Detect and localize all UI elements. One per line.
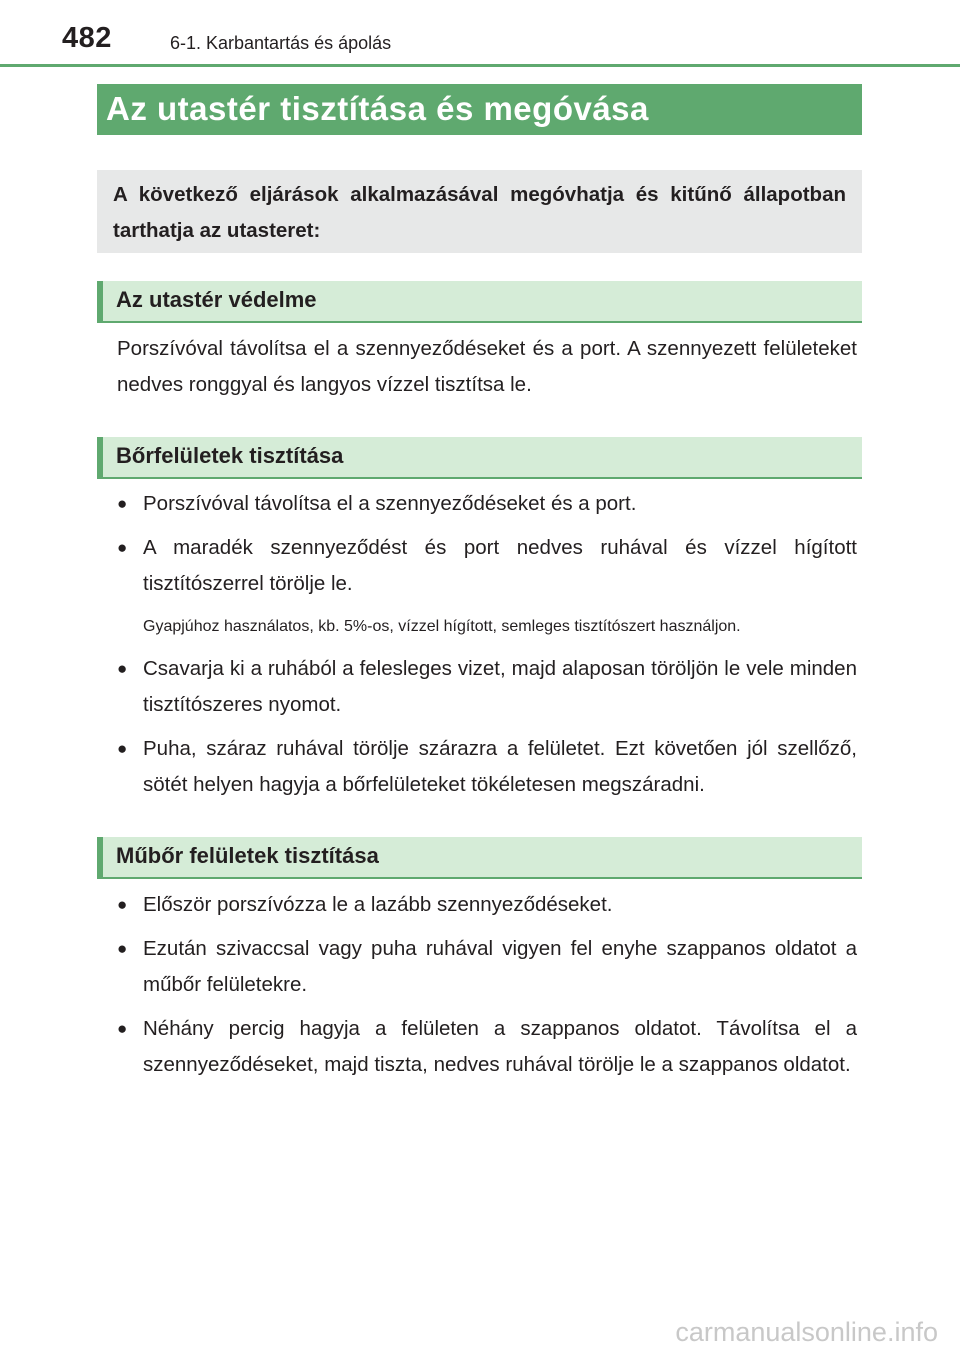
intro-box: A következő eljárások alkalmazásával megóvhatja és kitűnő állapotban tarthatja az utasteret: <box>97 170 862 253</box>
list-item-text: Néhány percig hagyja a felületen a szappanos oldatot. Távolítsa el a szennyeződéseket, majd tiszta, nedves ruhával törölje le a szappanos oldatot. <box>143 1017 857 1076</box>
list-item-text: Porszívóval távolítsa el a szennyeződéseket és a port. <box>143 492 637 515</box>
chapter-title: 6-1. Karbantartás és ápolás <box>170 33 392 53</box>
list-item <box>117 887 857 923</box>
list-item <box>117 931 857 1003</box>
list-item <box>117 486 857 522</box>
page-title: Az utastér tisztítása és megóvása <box>97 84 862 135</box>
list-item-text: A maradék szennyeződést és port nedves ruhával és vízzel hígított tisztítószerrel törölje le. <box>143 536 857 595</box>
bullet-icon: ● <box>117 494 128 513</box>
bullet-icon: ● <box>117 939 128 958</box>
list-item-text: Csavarja ki a ruhából a felesleges vizet, majd alaposan töröljön le vele minden tisztítószeres nyomot. <box>143 657 857 716</box>
list-item <box>117 1011 857 1083</box>
bullet-icon: ● <box>117 538 128 557</box>
section-heading-synthetic-leather: Műbőr felületek tisztítása <box>97 837 862 879</box>
page-number: 482 <box>62 22 112 54</box>
section-paragraph-protection: Porszívóval távolítsa el a szennyeződéseket és a port. A szennyezett felületeket nedves ronggyal és langyos vízzel tisztítsa le. <box>117 337 857 396</box>
section-heading-protection: Az utastér védelme <box>97 281 862 323</box>
bullet-icon: ● <box>117 739 128 758</box>
bullet-icon: ● <box>117 895 128 914</box>
list-item-text: Ezután szivaccsal vagy puha ruhával vigyen fel enyhe szappanos oldatot a műbőr felületekre. <box>143 937 857 996</box>
header-divider <box>0 64 960 67</box>
list-item-text: Először porszívózza le a lazább szennyeződéseket. <box>143 893 613 916</box>
page-header <box>0 0 960 68</box>
list-item <box>117 530 857 602</box>
list-item <box>117 731 857 803</box>
list-item-text: Puha, száraz ruhával törölje szárazra a felületet. Ezt követően jól szellőző, sötét helyen hagyja a bőrfelületeket tökéletesen megszáradni. <box>143 737 857 796</box>
list-item <box>117 651 857 723</box>
watermark: carmanualsonline.info <box>675 1317 938 1347</box>
section-heading-leather: Bőrfelületek tisztítása <box>97 437 862 479</box>
bullet-icon: ● <box>117 1019 128 1038</box>
note-text: Gyapjúhoz használatos, kb. 5%-os, vízzel hígított, semleges tisztítószert használjon. <box>143 618 741 635</box>
bullet-icon: ● <box>117 659 128 678</box>
